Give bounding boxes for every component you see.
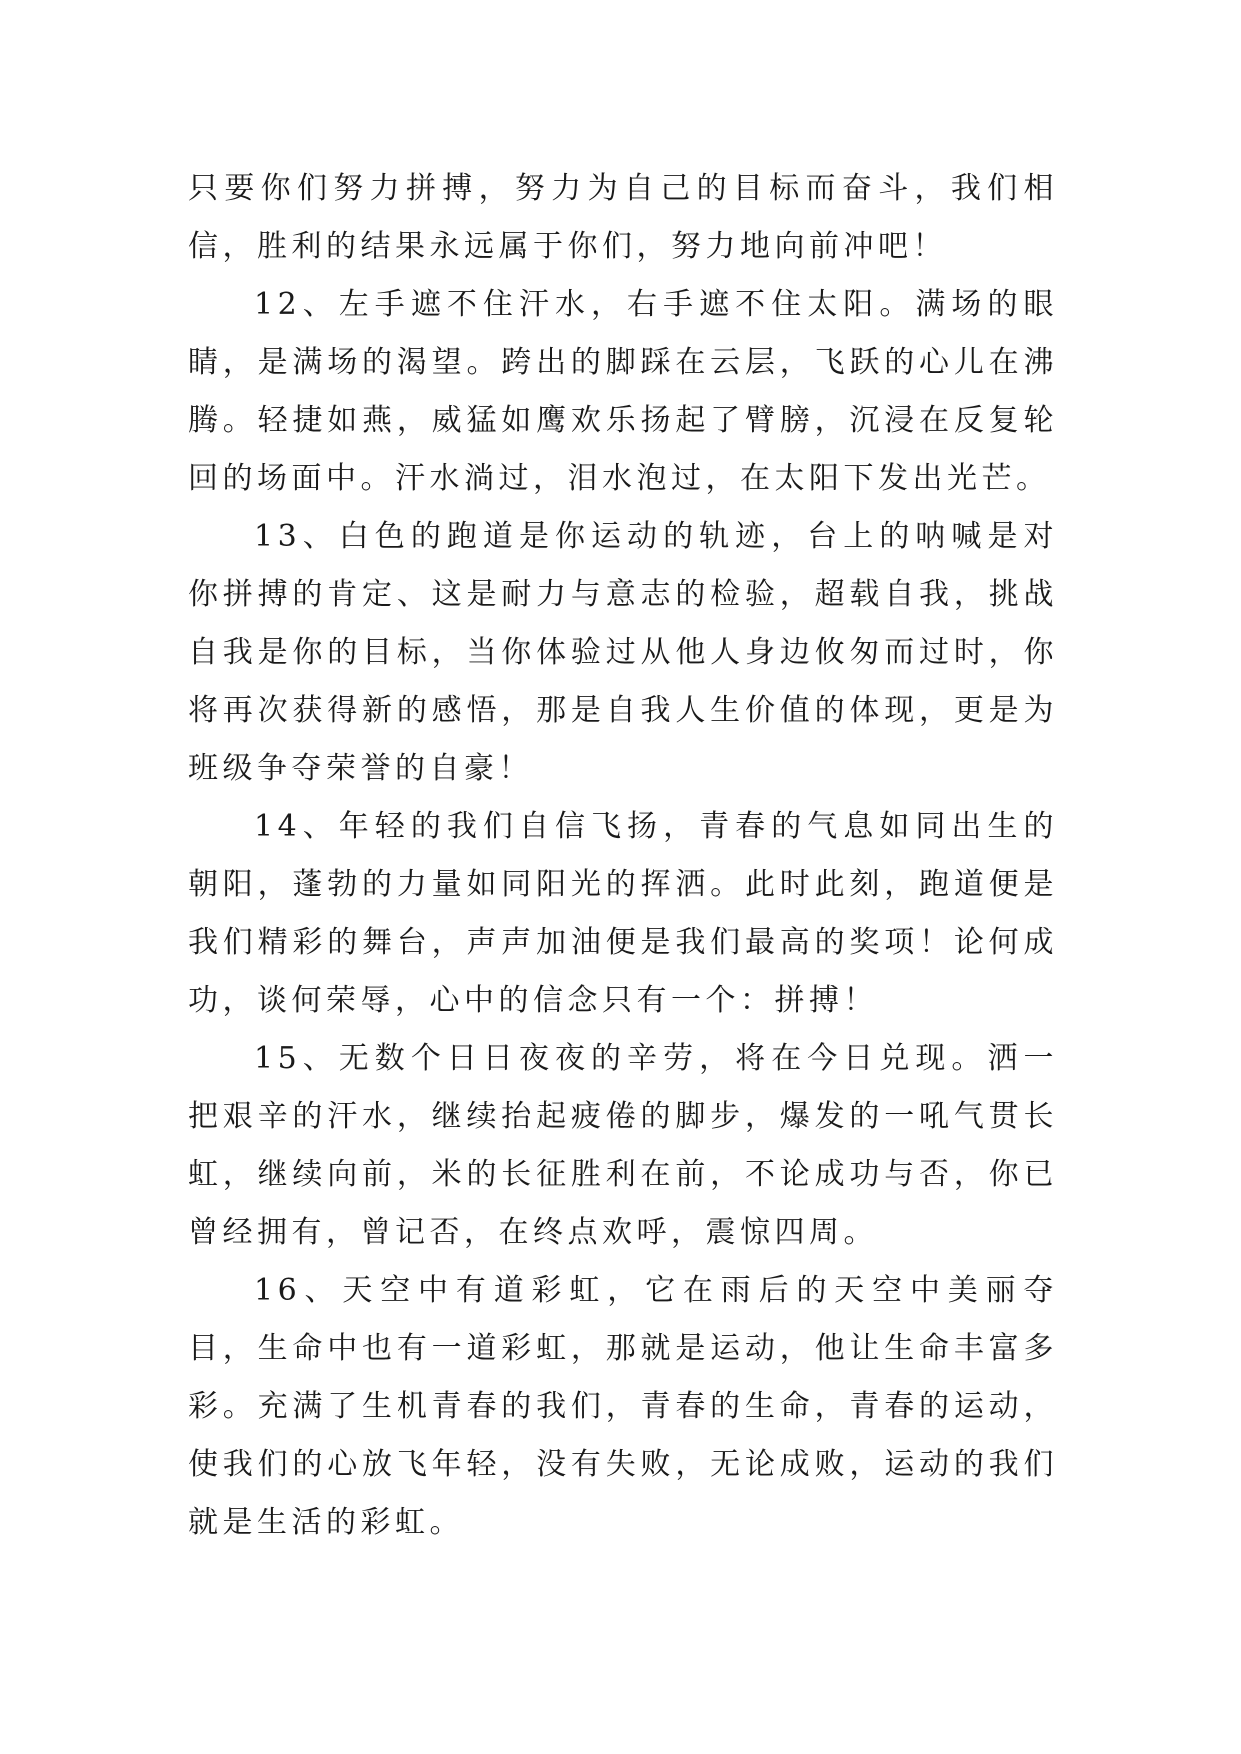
paragraph-15: 15、无数个日日夜夜的辛劳，将在今日兑现。洒一把艰辛的汗水，继续抬起疲倦的脚步，爆发的一吼气贯长虹，继续向前，米的长征胜利在前，不论成功与否，你已曾经拥有，曾记否，在终点欢呼，震惊四周。 [188,1041,1058,1250]
paragraph-16: 16、天空中有道彩虹，它在雨后的天空中美丽夺目，生命中也有一道彩虹，那就是运动，他让生命丰富多彩。充满了生机青春的我们，青春的生命，青春的运动，使我们的心放飞年轻，没有失败，无论成败，运动的我们就是生活的彩虹。 [188,1273,1058,1540]
paragraph-intro: 只要你们努力拼搏，努力为自己的目标而奋斗，我们相信，胜利的结果永远属于你们，努力地向前冲吧！ [188,171,1058,264]
paragraph-12: 12、左手遮不住汗水，右手遮不住太阳。满场的眼睛，是满场的渴望。跨出的脚踩在云层，飞跃的心儿在沸腾。轻捷如燕，威猛如鹰欢乐扬起了臂膀，沉浸在反复轮回的场面中。汗水淌过，泪水泡过，在太阳下发出光芒。 [188,287,1058,496]
document-body [188,160,1058,1552]
paragraph-13: 13、白色的跑道是你运动的轨迹，台上的呐喊是对你拼搏的肯定、这是耐力与意志的检验，超载自我，挑战自我是你的目标，当你体验过从他人身边攸匆而过时，你将再次获得新的感悟，那是自我人生价值的体现，更是为班级争夺荣誉的自豪！ [188,519,1058,786]
paragraph-14: 14、年轻的我们自信飞扬，青春的气息如同出生的朝阳，蓬勃的力量如同阳光的挥洒。此时此刻，跑道便是我们精彩的舞台，声声加油便是我们最高的奖项！论何成功，谈何荣辱，心中的信念只有一个：拼搏！ [188,809,1058,1018]
